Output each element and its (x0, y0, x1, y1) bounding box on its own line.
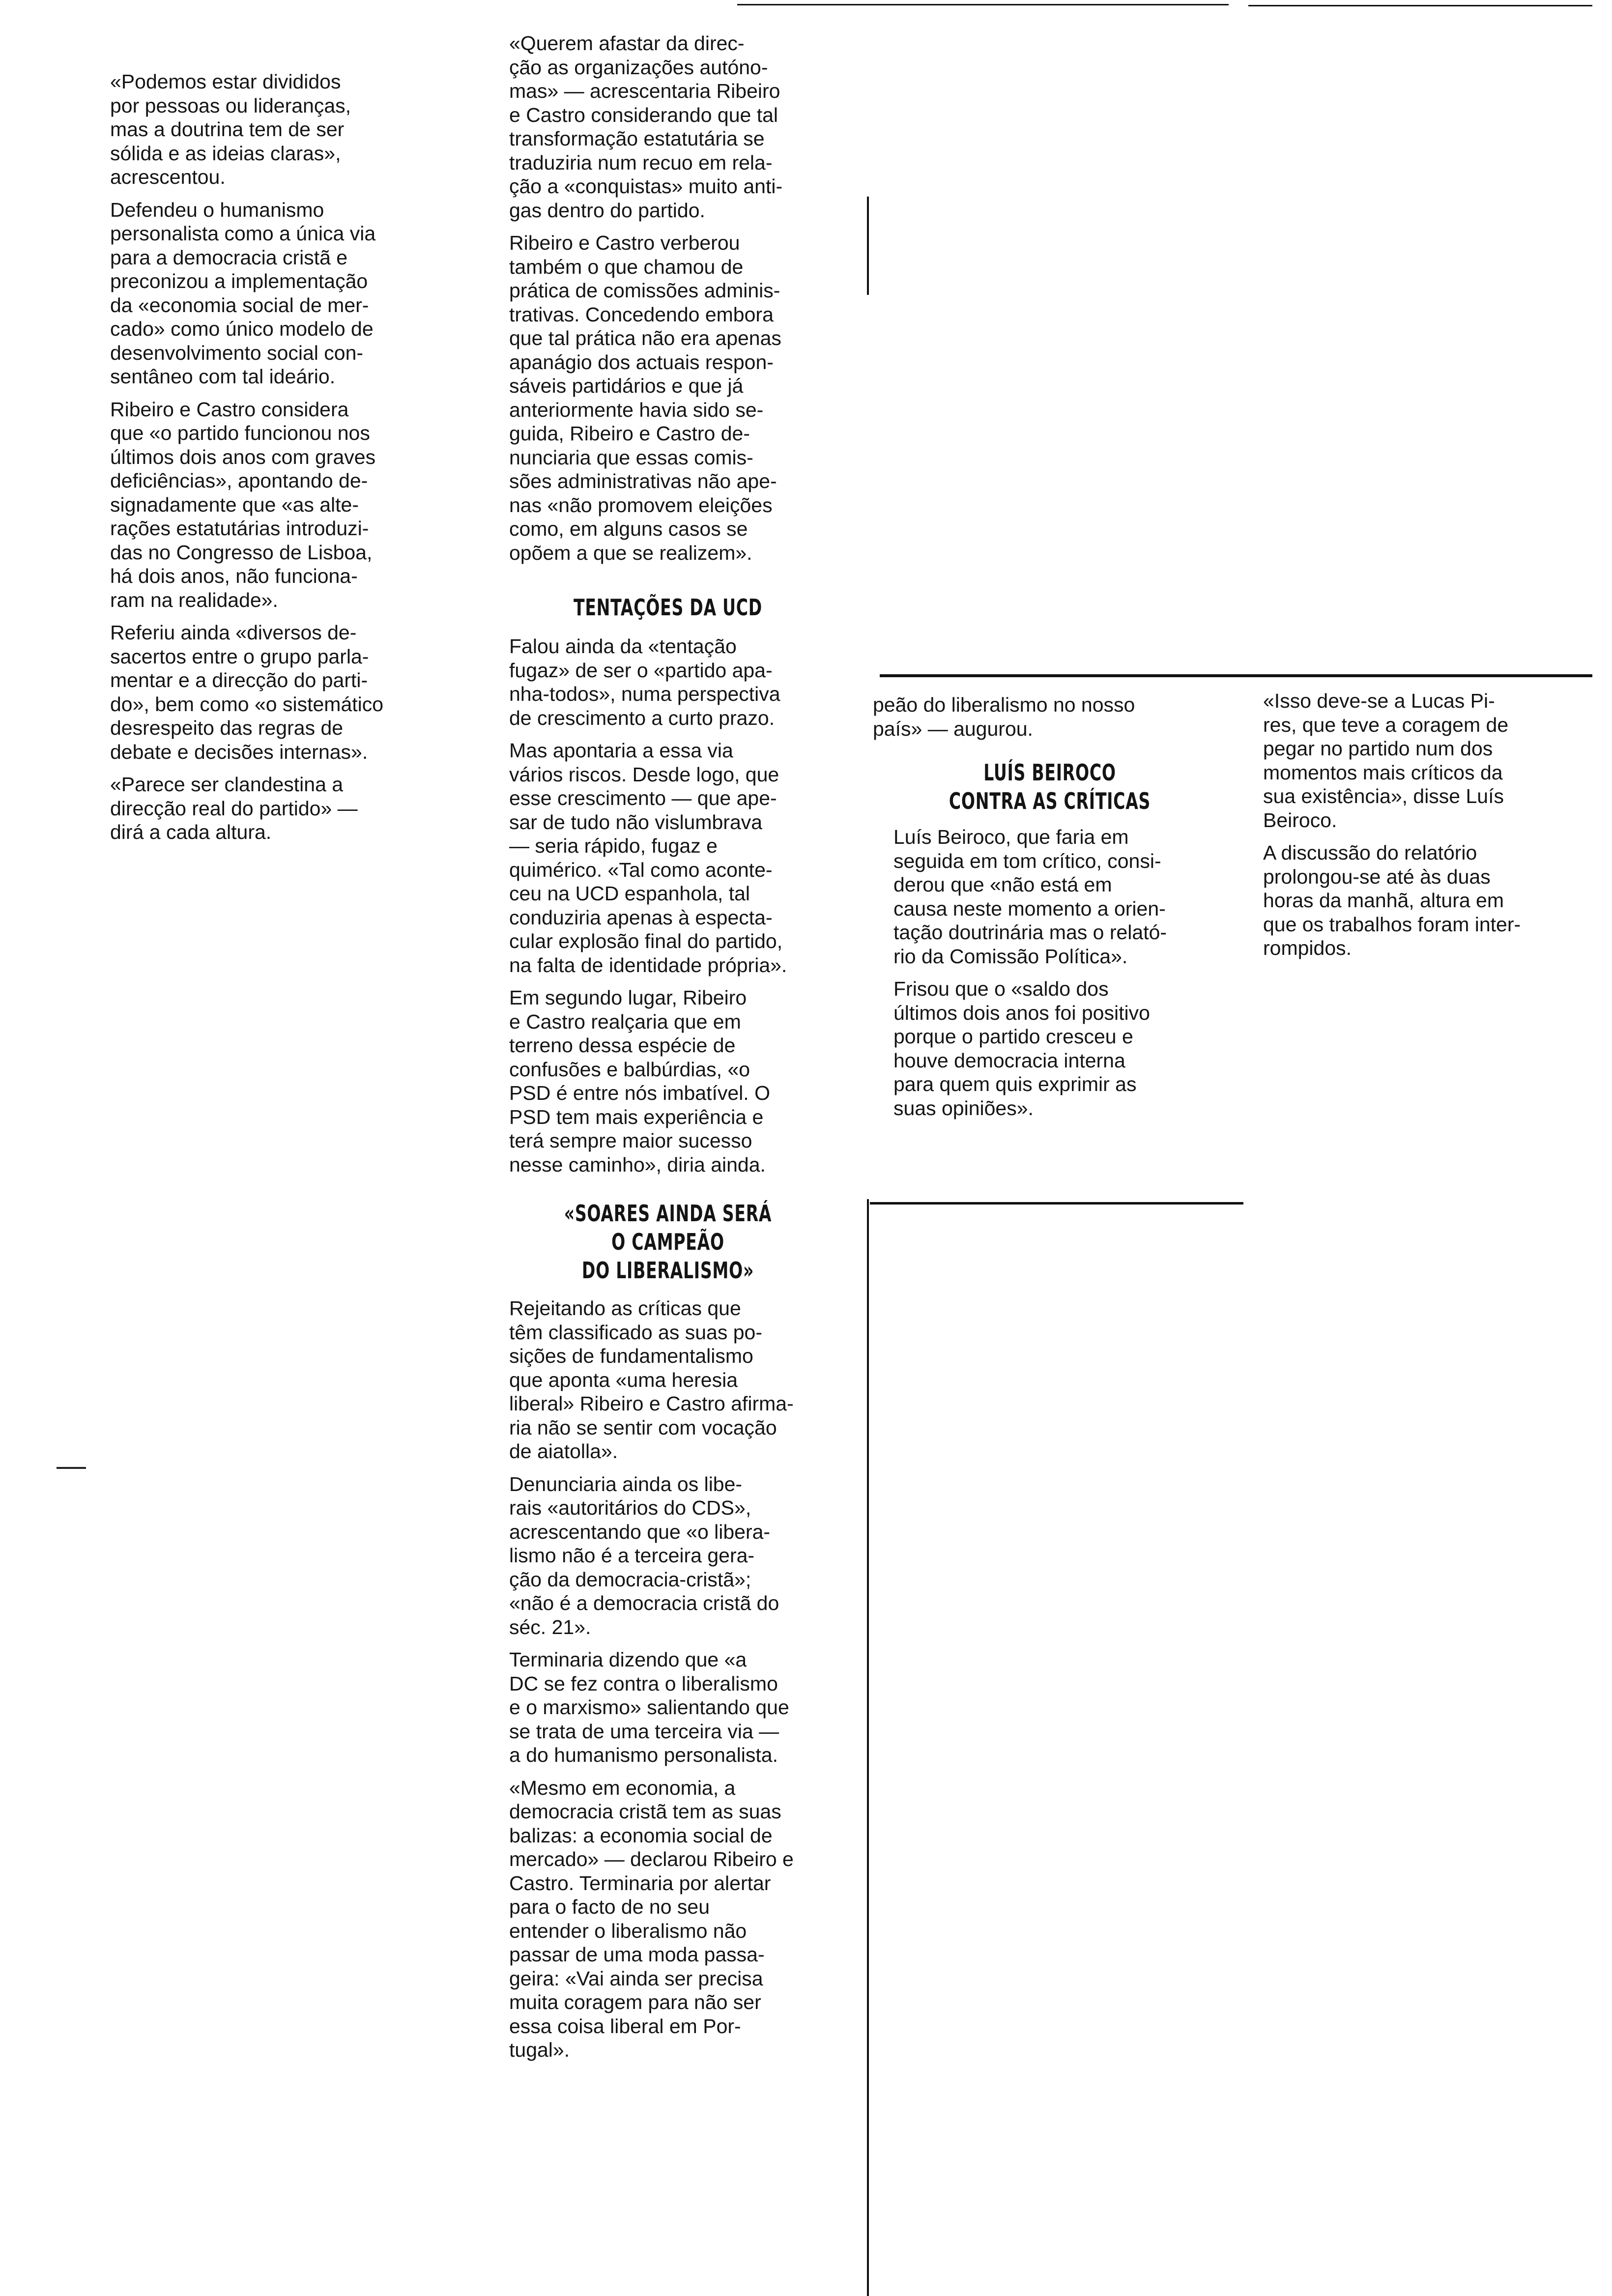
text-line: liberal» Ribeiro e Castro afirma- (509, 1392, 794, 1415)
section-heading (489, 1199, 847, 1285)
text-line: por pessoas ou lideranças, (110, 94, 351, 117)
paragraph (489, 1296, 847, 1464)
text-line: causa neste momento a orien- (893, 897, 1166, 920)
top-rule-right (1248, 5, 1592, 6)
top-rule (737, 4, 1229, 5)
text-line: sacertos entre o grupo parla- (110, 645, 369, 668)
heading-line: O CAMPEÃO (611, 1229, 724, 1255)
text-line: terá sempre maior sucesso (509, 1129, 752, 1152)
text-line: sar de tudo não vislumbrava (509, 810, 763, 833)
text-line: que aponta «uma heresia (509, 1368, 738, 1391)
text-line: trativas. Concedendo embora (509, 303, 774, 326)
text-line: mas a doutrina tem de ser (110, 118, 345, 141)
text-line: na falta de identidade própria». (509, 953, 787, 976)
text-line: país» — augurou. (873, 717, 1033, 740)
text-line: terreno dessa espécie de (509, 1034, 736, 1057)
text-line: prolongou-se até às duas (1263, 865, 1491, 888)
paragraph (489, 634, 847, 730)
text-line: direcção real do partido» — (110, 797, 358, 820)
text-line: para a democracia cristã e (110, 246, 348, 269)
paragraph (873, 977, 1227, 1120)
text-line: Ribeiro e Castro considera (110, 398, 349, 421)
text-line: debate e decisões internas». (110, 740, 368, 763)
section-heading (873, 758, 1227, 815)
text-line: houve democracia interna (893, 1049, 1125, 1072)
column-1 (89, 70, 433, 853)
text-line: muita coragem para não ser (509, 1991, 761, 2013)
text-line: essa coisa liberal em Por- (509, 2014, 741, 2038)
text-line: ria não se sentir com vocação (509, 1416, 777, 1439)
text-line: conduziria apenas à especta- (509, 906, 773, 929)
text-line: nha-todos», numa perspectiva (509, 683, 780, 705)
column-4 (1242, 689, 1586, 969)
text-line: séc. 21». (509, 1615, 591, 1638)
text-line: derou que «não está em (893, 873, 1112, 896)
text-line: DC se fez contra o liberalismo (509, 1672, 778, 1695)
section-heading: TENTAÇÕES DA UCD (574, 594, 762, 621)
text-line: da «economia social de mer- (110, 293, 369, 316)
text-line: sólida e as ideias claras», (110, 142, 341, 165)
paragraph (89, 773, 433, 844)
text-line: «Parece ser clandestina a (110, 773, 344, 796)
text-line: «Mesmo em economia, a (509, 1776, 736, 1799)
text-line: rio da Comissão Política». (893, 945, 1128, 968)
text-line: sáveis partidários e que já (509, 374, 744, 397)
text-line: rais «autoritários do CDS», (509, 1496, 751, 1519)
text-line: e Castro considerando que tal (509, 103, 778, 126)
text-line: cado» como único modelo de (110, 317, 374, 340)
paragraph (489, 739, 847, 977)
text-line: preconizou a implementação (110, 270, 368, 292)
paragraph (873, 693, 1227, 741)
text-line: para o facto de no seu (509, 1895, 710, 1918)
text-line: seguida em tom crítico, consi- (893, 849, 1161, 872)
text-line: Falou ainda da «tentação (509, 635, 737, 658)
text-line: e Castro realçaria que em (509, 1010, 741, 1033)
text-line: «Querem afastar da direc- (509, 32, 745, 55)
text-line: Mas apontaria a essa via (509, 739, 733, 762)
text-line: como, em alguns casos se (509, 517, 748, 540)
box-bottom-rule (870, 1202, 1243, 1205)
paragraph (89, 70, 433, 189)
text-line: quimérico. «Tal como aconte- (509, 858, 773, 881)
text-line: ção as organizações autóno- (509, 56, 768, 79)
text-line: Defendeu o humanismo (110, 198, 324, 221)
text-line: ção da democracia-cristã»; (509, 1568, 751, 1591)
text-line: dirá a cada altura. (110, 821, 272, 843)
text-line: signadamente que «as alte- (110, 493, 359, 516)
text-line: «Isso deve-se a Lucas Pi- (1263, 689, 1495, 712)
text-line: nas «não promovem eleições (509, 493, 773, 517)
text-line: momentos mais críticos da (1263, 761, 1503, 784)
text-line: geira: «Vai ainda ser precisa (509, 1967, 763, 1990)
text-line: democracia cristã tem as suas (509, 1800, 781, 1823)
text-line: «Podemos estar divididos (110, 70, 341, 93)
text-line: que «o partido funcionou nos (110, 422, 370, 444)
paragraph (1242, 689, 1586, 832)
text-line: do», bem como «o sistemático (110, 692, 384, 716)
paragraph (873, 825, 1227, 968)
text-line: confusões e balbúrdias, «o (509, 1058, 750, 1081)
text-line: Referiu ainda «diversos de- (110, 621, 357, 644)
text-line: prática de comissões adminis- (509, 279, 780, 302)
text-line: porque o partido cresceu e (893, 1025, 1133, 1048)
text-line: lismo não é a terceira gera- (509, 1544, 755, 1567)
text-line: peão do liberalismo no nosso (873, 693, 1135, 716)
text-line: esse crescimento — que ape- (509, 787, 777, 809)
paragraph (489, 1648, 847, 1767)
paragraph (489, 1776, 847, 2062)
text-line: mentar e a direcção do parti- (110, 669, 368, 691)
text-line: ceu na UCD espanhola, tal (509, 882, 750, 905)
text-line: fugaz» de ser o «partido apa- (509, 659, 773, 682)
paragraph (489, 231, 847, 565)
text-line: últimos dois anos com graves (110, 445, 376, 468)
column-3 (873, 693, 1227, 1129)
text-line: Castro. Terminaria por alertar (509, 1871, 771, 1894)
text-line: tação doutrinária mas o relató- (893, 921, 1167, 944)
text-line: de crescimento a curto prazo. (509, 706, 775, 729)
text-line: mas» — acrescentaria Ribeiro (509, 80, 780, 102)
text-line: e o marxismo» salientando que (509, 1696, 789, 1719)
text-line: Denunciaria ainda os libe- (509, 1472, 743, 1495)
text-line: desrespeito das regras de (110, 717, 344, 739)
heading-line: LUÍS BEIROCO (983, 759, 1116, 786)
paragraph (489, 986, 847, 1177)
column-2 (489, 31, 847, 2071)
text-line: Em segundo lugar, Ribeiro (509, 986, 747, 1009)
vertical-rule-top (867, 197, 869, 295)
heading-line: CONTRA AS CRÍTICAS (949, 788, 1151, 814)
text-line: «não é a democracia cristã do (509, 1592, 779, 1614)
text-line: ram na realidade». (110, 588, 278, 611)
text-line: tugal». (509, 2038, 570, 2061)
text-line: de aiatolla». (509, 1440, 618, 1463)
text-line: guida, Ribeiro e Castro de- (509, 422, 750, 445)
horizontal-rule (880, 674, 1592, 677)
margin-mark (57, 1467, 86, 1469)
text-line: há dois anos, não funciona- (110, 565, 358, 587)
text-line: sões administrativas não ape- (509, 470, 777, 492)
text-line: nunciaria que essas comis- (509, 446, 753, 469)
text-line: sua existência», disse Luís (1263, 785, 1504, 807)
text-line: que os trabalhos foram inter- (1263, 913, 1521, 936)
text-line: pegar no partido num dos (1263, 737, 1493, 760)
text-line: acrescentando que «o libera- (509, 1520, 771, 1543)
text-line: Rejeitando as críticas que (509, 1297, 741, 1320)
text-line: vários riscos. Desde logo, que (509, 763, 779, 786)
text-line: últimos dois anos foi positivo (893, 1001, 1150, 1024)
text-line: entender o liberalismo não (509, 1919, 747, 1942)
text-line: apanágio dos actuais respon- (509, 350, 774, 373)
text-line: que tal prática não era apenas (509, 327, 781, 349)
text-line: — seria rápido, fugaz e (509, 834, 718, 857)
text-line: A discussão do relatório (1263, 841, 1477, 864)
text-line: acrescentou. (110, 166, 226, 188)
text-line: Terminaria dizendo que «a (509, 1648, 747, 1671)
text-line: horas da manhã, altura em (1263, 889, 1504, 912)
text-line: das no Congresso de Lisboa, (110, 541, 373, 564)
text-line: ção a «conquistas» muito anti- (509, 175, 783, 198)
text-line: sições de fundamentalismo (509, 1345, 753, 1367)
text-line: transformação estatutária se (509, 127, 765, 150)
text-line: gas dentro do partido. (509, 199, 705, 222)
text-line: mercado» — declarou Ribeiro e (509, 1848, 794, 1870)
text-line: traduziria num recuo em rela- (509, 151, 773, 174)
text-line: Luís Beiroco, que faria em (893, 826, 1129, 848)
heading-line: DO LIBERALISMO» (581, 1257, 754, 1284)
text-line: res, que teve a coragem de (1263, 713, 1509, 736)
text-line: PSD tem mais experiência e (509, 1105, 764, 1128)
text-line: opõem a que se realizem». (509, 541, 752, 564)
text-line: deficiências», apontando de- (110, 469, 368, 492)
paragraph (1242, 841, 1586, 960)
paragraph (489, 31, 847, 222)
text-line: Ribeiro e Castro verberou (509, 231, 740, 254)
text-line: passar de uma moda passa- (509, 1943, 765, 1966)
paragraph (89, 621, 433, 764)
paragraph (489, 1472, 847, 1639)
text-line: sentâneo com tal ideário. (110, 365, 336, 388)
text-line: anteriormente havia sido se- (509, 398, 764, 421)
text-line: Beiroco. (1263, 808, 1337, 832)
text-line: suas opiniões». (893, 1096, 1034, 1119)
text-line: balizas: a economia social de (509, 1824, 773, 1847)
text-line: Frisou que o «saldo dos (893, 977, 1109, 1000)
text-line: nesse caminho», diria ainda. (509, 1153, 766, 1176)
text-line: rações estatutárias introduzi- (110, 517, 369, 540)
text-line: cular explosão final do partido, (509, 930, 783, 952)
text-line: desenvolvimento social con- (110, 341, 364, 364)
text-line: também o que chamou de (509, 255, 744, 278)
text-line: PSD é entre nós imbatível. O (509, 1082, 770, 1104)
text-line: personalista como a única via (110, 222, 376, 245)
paragraph (89, 398, 433, 612)
text-line: se trata de uma terceira via — (509, 1720, 779, 1743)
text-line: a do humanismo personalista. (509, 1744, 778, 1766)
heading-line: «SOARES AINDA SERÁ (564, 1200, 772, 1227)
text-line: para quem quis exprimir as (893, 1073, 1137, 1095)
vertical-rule (867, 1199, 869, 2296)
paragraph (89, 198, 433, 389)
text-line: têm classificado as suas po- (509, 1320, 763, 1344)
text-line: rompidos. (1263, 937, 1352, 959)
